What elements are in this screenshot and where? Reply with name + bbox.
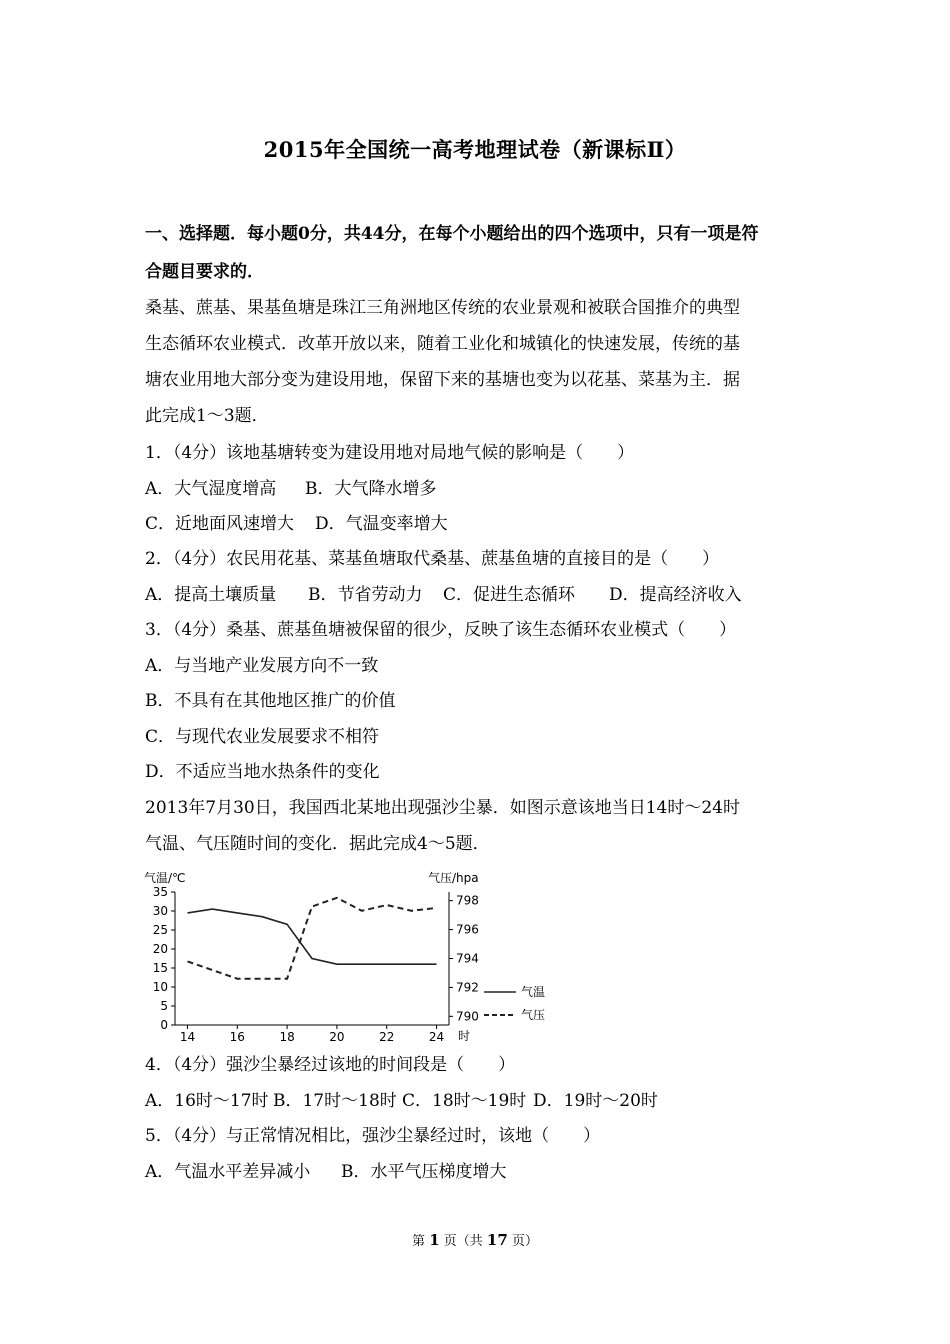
q4-options bbox=[145, 1091, 815, 1111]
q5-option-a: A．气温水平差异减小 bbox=[145, 1162, 311, 1182]
q2-options bbox=[145, 585, 815, 605]
chart-legend bbox=[484, 984, 545, 1022]
footer-prefix: 第 bbox=[412, 1234, 426, 1249]
x-tick-label: 16 bbox=[229, 1030, 245, 1044]
right-tick-label: 794 bbox=[456, 951, 479, 966]
right-tick-label: 792 bbox=[456, 980, 479, 995]
q4-option-b: B．17时～18时 bbox=[273, 1091, 397, 1111]
x-tick-label: 22 bbox=[379, 1030, 395, 1044]
passage2-line: 2013年7月30日，我国西北某地出现强沙尘暴．如图示意该地当日14时～24时 bbox=[145, 798, 740, 818]
q4-stem: 4．（4分）强沙尘暴经过该地的时间段是（ ） bbox=[145, 1055, 516, 1075]
q1-option-d: D．气温变率增大 bbox=[315, 514, 448, 534]
passage1-line: 此完成1～3题． bbox=[145, 406, 269, 426]
q1-stem: 1．（4分）该地基塘转变为建设用地对局地气候的影响是（ ） bbox=[145, 443, 635, 463]
left-tick-label: 20 bbox=[152, 942, 168, 956]
x-tick-label: 18 bbox=[279, 1030, 295, 1044]
footer-total-pages: 17 bbox=[486, 1231, 508, 1249]
q2-option-c: C．促进生态循环 bbox=[443, 585, 576, 605]
q2-stem: 2．（4分）农民用花基、菜基鱼塘取代桑基、蔗基鱼塘的直接目的是（ ） bbox=[145, 549, 720, 569]
q1-options-row2 bbox=[145, 514, 815, 534]
footer-page-number: 1 bbox=[429, 1231, 440, 1249]
left-tick-label: 10 bbox=[152, 980, 168, 994]
left-tick-label: 0 bbox=[160, 1018, 168, 1032]
legend-pressure: 气压 bbox=[521, 1008, 546, 1022]
q1-option-c: C．近地面风速增大 bbox=[145, 514, 295, 534]
q2-option-a: A．提高土壤质量 bbox=[145, 585, 277, 605]
q1-option-b: B．大气降水增多 bbox=[305, 479, 437, 499]
x-tick-label: 20 bbox=[329, 1030, 345, 1044]
q1-option-a: A．大气湿度增高 bbox=[145, 479, 277, 499]
left-tick-label: 30 bbox=[152, 904, 168, 918]
q5-option-b: B．水平气压梯度增大 bbox=[341, 1162, 507, 1182]
left-tick-label: 15 bbox=[152, 961, 168, 975]
q5-stem: 5．（4分）与正常情况相比，强沙尘暴经过时，该地（ ） bbox=[145, 1126, 601, 1146]
page-title: 2015年全国统一高考地理试卷（新课标Ⅱ） bbox=[263, 137, 687, 162]
page-footer bbox=[0, 1230, 950, 1249]
q3-option-a: A．与当地产业发展方向不一致 bbox=[145, 656, 379, 676]
q5-options bbox=[145, 1162, 815, 1182]
q3-stem: 3．（4分）桑基、蔗基鱼塘被保留的很少，反映了该生态循环农业模式（ ） bbox=[145, 620, 737, 640]
legend-temperature: 气温 bbox=[521, 985, 546, 999]
q3-option-b: B．不具有在其他地区推广的价值 bbox=[145, 691, 396, 711]
passage1-line: 桑基、蔗基、果基鱼塘是珠江三角洲地区传统的农业景观和被联合国推介的典型 bbox=[145, 298, 740, 318]
q1-options-row1 bbox=[145, 479, 815, 499]
footer-suffix: 页） bbox=[511, 1234, 538, 1249]
q2-option-b: B．节省劳动力 bbox=[308, 585, 423, 605]
left-axis-label: 气温/℃ bbox=[144, 871, 186, 885]
passage1-line: 生态循环农业模式．改革开放以来，随着工业化和城镇化的快速发展，传统的基 bbox=[145, 334, 740, 354]
right-tick-label: 796 bbox=[456, 922, 479, 937]
passage1-line: 塘农业用地大部分变为建设用地，保留下来的基塘也变为以花基、菜基为主．据 bbox=[145, 370, 740, 390]
left-tick-label: 35 bbox=[152, 885, 168, 899]
q3-option-d: D．不适应当地水热条件的变化 bbox=[145, 762, 380, 782]
q4-option-a: A．16时～17时 bbox=[145, 1091, 269, 1111]
right-axis-label: 气压/hpa bbox=[428, 871, 479, 885]
q2-option-d: D．提高经济收入 bbox=[609, 585, 742, 605]
left-tick-label: 25 bbox=[152, 923, 168, 937]
series-temperature-line bbox=[188, 909, 437, 964]
temperature-pressure-chart bbox=[140, 862, 560, 1050]
left-tick-label: 5 bbox=[160, 999, 168, 1013]
right-tick-label: 798 bbox=[456, 893, 479, 908]
q3-option-c: C．与现代农业发展要求不相符 bbox=[145, 727, 380, 747]
section-heading-line2: 合题目要求的． bbox=[145, 262, 264, 282]
x-tick-label: 24 bbox=[428, 1030, 445, 1044]
passage2-line: 气温、气压随时间的变化．据此完成4～5题． bbox=[145, 834, 490, 854]
q4-option-d: D．19时～20时 bbox=[533, 1091, 658, 1111]
x-tick-label: 14 bbox=[179, 1030, 196, 1044]
section-heading-line1: 一、选择题．每小题0分，共44分，在每个小题给出的四个选项中，只有一项是符 bbox=[145, 224, 759, 244]
q4-option-c: C．18时～19时 bbox=[402, 1091, 527, 1111]
x-unit-label: 时 bbox=[458, 1029, 471, 1043]
right-tick-label: 790 bbox=[456, 1009, 479, 1024]
footer-mid: 页（共 bbox=[443, 1234, 483, 1249]
series-pressure-line bbox=[188, 898, 437, 979]
